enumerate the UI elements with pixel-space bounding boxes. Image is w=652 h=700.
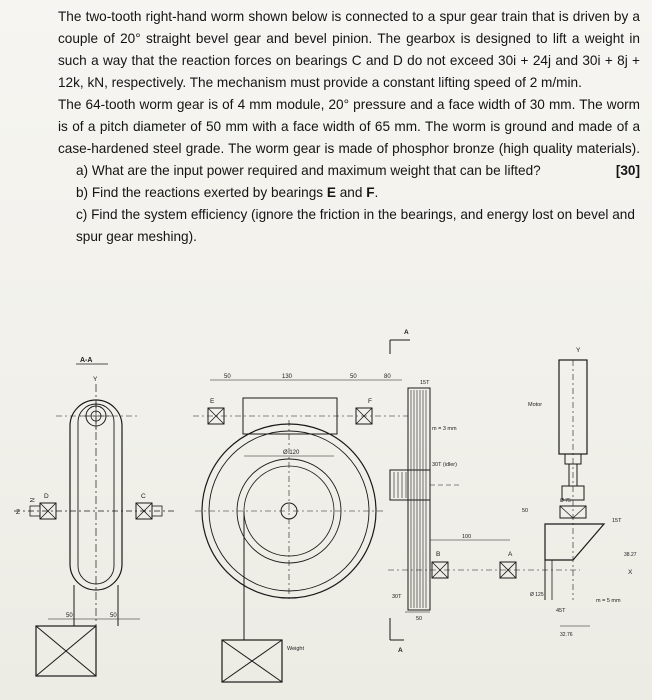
question-a: a) What are the input power required and maximum weight that can be lifted? bbox=[76, 163, 541, 178]
problem-paragraph-1: The two-tooth right-hand worm shown below is connected to a spur gear train that is driven by a couple of 20° straight bevel gear and bevel pinion. The gearbox is designed to lift a weight in such a way that the reaction forces on bearings C and D do not exceed 30i + 24j and 30i + 8j + 12k, kN, respectively. The mechanism must provide a constant lifting speed of 2 m/min. bbox=[58, 9, 640, 90]
front-view bbox=[193, 329, 410, 682]
dim-dia-75: Ø 75 bbox=[560, 498, 571, 504]
gear-15t-label: 15T bbox=[420, 380, 430, 386]
dim-50-a: 50 bbox=[66, 613, 73, 619]
n-label: N bbox=[28, 498, 34, 503]
bearing-a-label: A bbox=[508, 551, 513, 558]
dim-dia-120: Ø 120 bbox=[283, 450, 300, 456]
bearing-d-label: D bbox=[44, 493, 49, 500]
gear-train-view bbox=[388, 347, 637, 638]
question-b-end: . bbox=[374, 185, 379, 200]
module-3mm-label: m = 3 mm bbox=[432, 426, 457, 432]
y-axis-label-1: Y bbox=[93, 376, 98, 383]
motor-label: Motor bbox=[528, 402, 543, 408]
question-b-bearing-e: E bbox=[326, 185, 336, 200]
dim-50-b: 50 bbox=[110, 613, 117, 619]
idler-30t-label: 30T (idler) bbox=[432, 462, 457, 468]
section-label: A-A bbox=[80, 357, 93, 364]
dim-50-d: 50 bbox=[522, 508, 529, 514]
dim-top-130: 130 bbox=[282, 374, 293, 380]
bearing-e-label: E bbox=[210, 398, 215, 405]
dim-dia-125: Ø 125 bbox=[530, 592, 544, 598]
bearing-b-label: B bbox=[436, 551, 441, 558]
section-view bbox=[14, 357, 175, 676]
dim-top-50-a: 50 bbox=[224, 374, 231, 380]
y-axis-label-2: Y bbox=[576, 347, 581, 354]
bearing-c-label: C bbox=[141, 493, 146, 500]
dim-top-50-b: 50 bbox=[350, 374, 357, 380]
section-arrow-a-bottom: A bbox=[398, 647, 403, 654]
gear-15t-b-label: 15T bbox=[612, 518, 622, 524]
gear-30t-label: 30T bbox=[392, 594, 402, 600]
weight-label: Weight bbox=[287, 646, 305, 652]
section-arrow-a-top: A bbox=[404, 329, 409, 336]
question-b-bearing-f: F bbox=[366, 185, 375, 200]
dim-top-80: 80 bbox=[384, 374, 391, 380]
x-axis-label: X bbox=[628, 569, 633, 576]
module-5mm-label: m = 5 mm bbox=[596, 598, 621, 604]
dim-32-76: 32.76 bbox=[560, 632, 573, 638]
gear-45t-label: 45T bbox=[556, 608, 566, 614]
question-b-text: b) Find the reactions exerted by bearings bbox=[76, 185, 327, 200]
dim-38-27: 38.27 bbox=[624, 552, 637, 558]
question-c: c) Find the system efficiency (ignore the friction in the bearings, and energy lost on bevel and spur gear meshing). bbox=[76, 207, 635, 244]
z-axis-label: Z bbox=[16, 509, 20, 516]
dim-100: 100 bbox=[462, 534, 472, 540]
question-b-and: and bbox=[335, 185, 367, 200]
problem-paragraph-2-text: The 64-tooth worm gear is of 4 mm module, 20° pressure and a face width of 30 mm. The worm is of a pitch diameter of 50 mm with a face width of 65 mm. The worm is ground and made of a case-hardened steel grade. The worm gear is made of phosphor bronze (high quality materials). bbox=[58, 97, 640, 156]
bearing-f-label: F bbox=[368, 398, 372, 405]
dim-50-c: 50 bbox=[416, 616, 423, 622]
marks-label: [30] bbox=[615, 163, 640, 178]
